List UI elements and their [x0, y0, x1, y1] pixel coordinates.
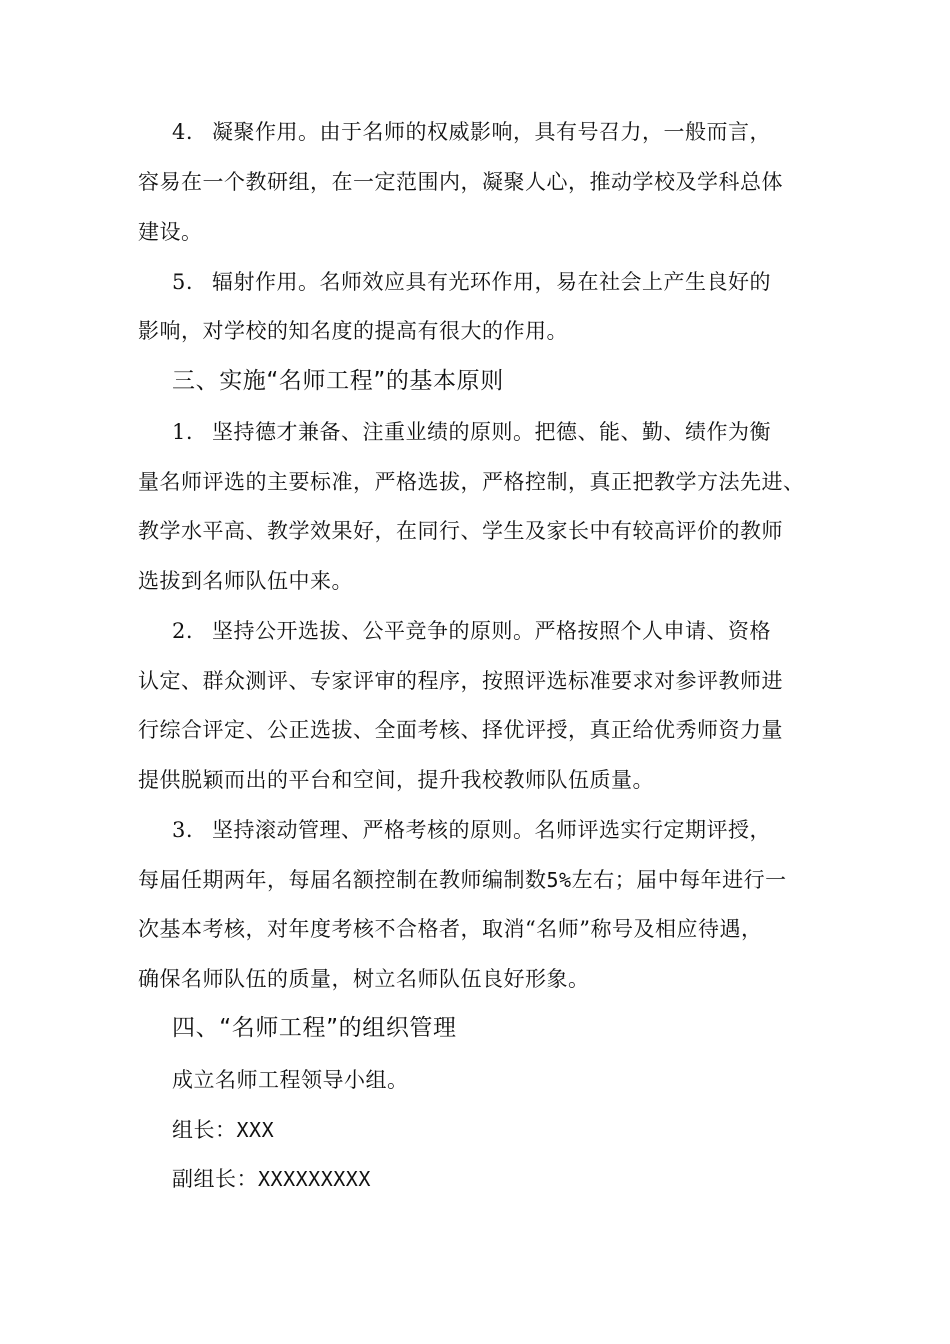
item-number: 2. — [172, 619, 194, 643]
deputy-label: 副组长： — [172, 1167, 258, 1191]
deputy-value: XXXXXXXXX — [258, 1167, 371, 1191]
item-number: 5. — [172, 270, 194, 294]
section-heading-3: 三、实施“名师工程”的基本原则 — [172, 368, 504, 394]
org-deputy — [172, 1165, 371, 1193]
org-intro: 成立名师工程领导小组。 — [172, 1068, 409, 1092]
paragraph-4-line-2: 容易在一个教研组，在一定范围内，凝聚人心，推动学校及学科总体 — [138, 170, 783, 194]
paragraph-4-line-3: 建设。 — [138, 220, 203, 244]
rule-1-line-4: 选拔到名师队伍中来。 — [138, 569, 353, 593]
rule-2-line-4: 提供脱颖而出的平台和空间，提升我校教师队伍质量。 — [138, 768, 654, 792]
item-number: 1. — [172, 420, 194, 444]
item-number: 4. — [172, 120, 194, 144]
org-leader — [172, 1116, 274, 1144]
rule-1-line-2: 量名师评选的主要标准，严格选拔，严格控制，真正把教学方法先进、 — [138, 470, 805, 494]
paragraph-4-line-1 — [172, 118, 771, 146]
item-number: 3. — [172, 818, 194, 842]
rule-2-line-3: 行综合评定、公正选拔、全面考核、择优评授，真正给优秀师资力量 — [138, 718, 783, 742]
leader-value: XXX — [236, 1118, 275, 1142]
rule-1-line-3: 教学水平高、教学效果好，在同行、学生及家长中有较高评价的教师 — [138, 519, 783, 543]
rule-3-line-4: 确保名师队伍的质量，树立名师队伍良好形象。 — [138, 967, 590, 991]
leader-label: 组长： — [172, 1118, 237, 1142]
rule-1-line-1 — [172, 418, 771, 446]
line-text: 坚持德才兼备、注重业绩的原则。把德、能、勤、绩作为衡 — [212, 420, 771, 444]
line-text: 辐射作用。名师效应具有光环作用，易在社会上产生良好的 — [212, 270, 771, 294]
percent-value: 5% — [546, 868, 572, 892]
line-text: 凝聚作用。由于名师的权威影响，具有号召力，一般而言， — [212, 120, 771, 144]
rule-2-line-2: 认定、群众测评、专家评审的程序，按照评选标准要求对参评教师进 — [138, 669, 783, 693]
rule-2-line-1 — [172, 617, 771, 645]
line-text: 左右；届中每年进行一 — [571, 868, 787, 892]
paragraph-5-line-2: 影响，对学校的知名度的提高有很大的作用。 — [138, 319, 568, 343]
rule-3-line-2 — [138, 866, 787, 894]
rule-3-line-3: 次基本考核，对年度考核不合格者，取消“名师”称号及相应待遇， — [138, 917, 763, 941]
paragraph-5-line-1 — [172, 268, 771, 296]
line-text: 坚持公开选拔、公平竞争的原则。严格按照个人申请、资格 — [212, 619, 771, 643]
line-text: 每届任期两年，每届名额控制在教师编制数 — [138, 868, 547, 892]
rule-3-line-1 — [172, 816, 771, 844]
line-text: 坚持滚动管理、严格考核的原则。名师评选实行定期评授， — [212, 818, 771, 842]
section-heading-4: 四、“名师工程”的组织管理 — [172, 1015, 457, 1041]
